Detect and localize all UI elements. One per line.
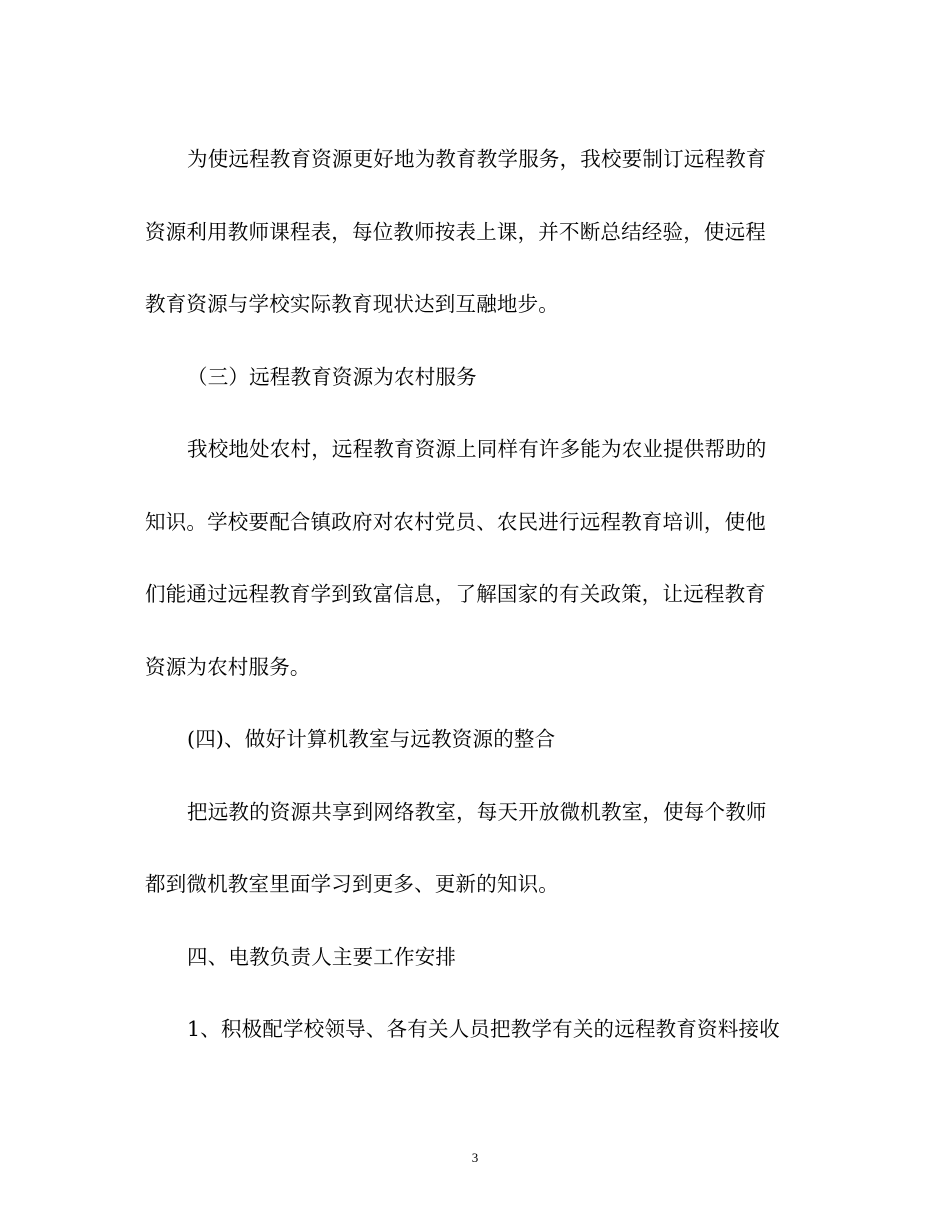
paragraph-line: 资源为农村服务。 bbox=[145, 654, 311, 679]
section-heading: （三）远程教育资源为农村服务 bbox=[187, 364, 477, 389]
paragraph-line: 教育资源与学校实际教育现状达到互融地步。 bbox=[145, 292, 559, 316]
paragraph-line: 为使远程教育资源更好地为教育教学服务，我校要制订远程教育 bbox=[187, 147, 767, 171]
paragraph-line: 资源利用教师课程表，每位教师按表上课，并不断总结经验，使远程 bbox=[145, 219, 766, 244]
paragraph-line: 知识。学校要配合镇政府对农村党员、农民进行远程教育培训，使他 bbox=[145, 509, 766, 534]
paragraph-line: 我校地处农村，远程教育资源上同样有许多能为农业提供帮助的 bbox=[187, 437, 767, 461]
paragraph-line: 都到微机教室里面学习到更多、更新的知识。 bbox=[145, 872, 559, 896]
section-heading: (四)、做好计算机教室与远教资源的整合 bbox=[187, 727, 556, 751]
page-number: 3 bbox=[471, 1150, 479, 1165]
list-item: 1、积极配学校领导、各有关人员把教学有关的远程教育资料接收 bbox=[187, 1017, 780, 1041]
section-heading: 四、电教负责人主要工作安排 bbox=[187, 944, 457, 969]
body-text bbox=[145, 137, 805, 1080]
paragraph-line: 们能通过远程教育学到致富信息，了解国家的有关政策，让远程教育 bbox=[145, 582, 766, 606]
paragraph-line: 把远教的资源共享到网络教室，每天开放微机教室，使每个教师 bbox=[187, 799, 767, 824]
